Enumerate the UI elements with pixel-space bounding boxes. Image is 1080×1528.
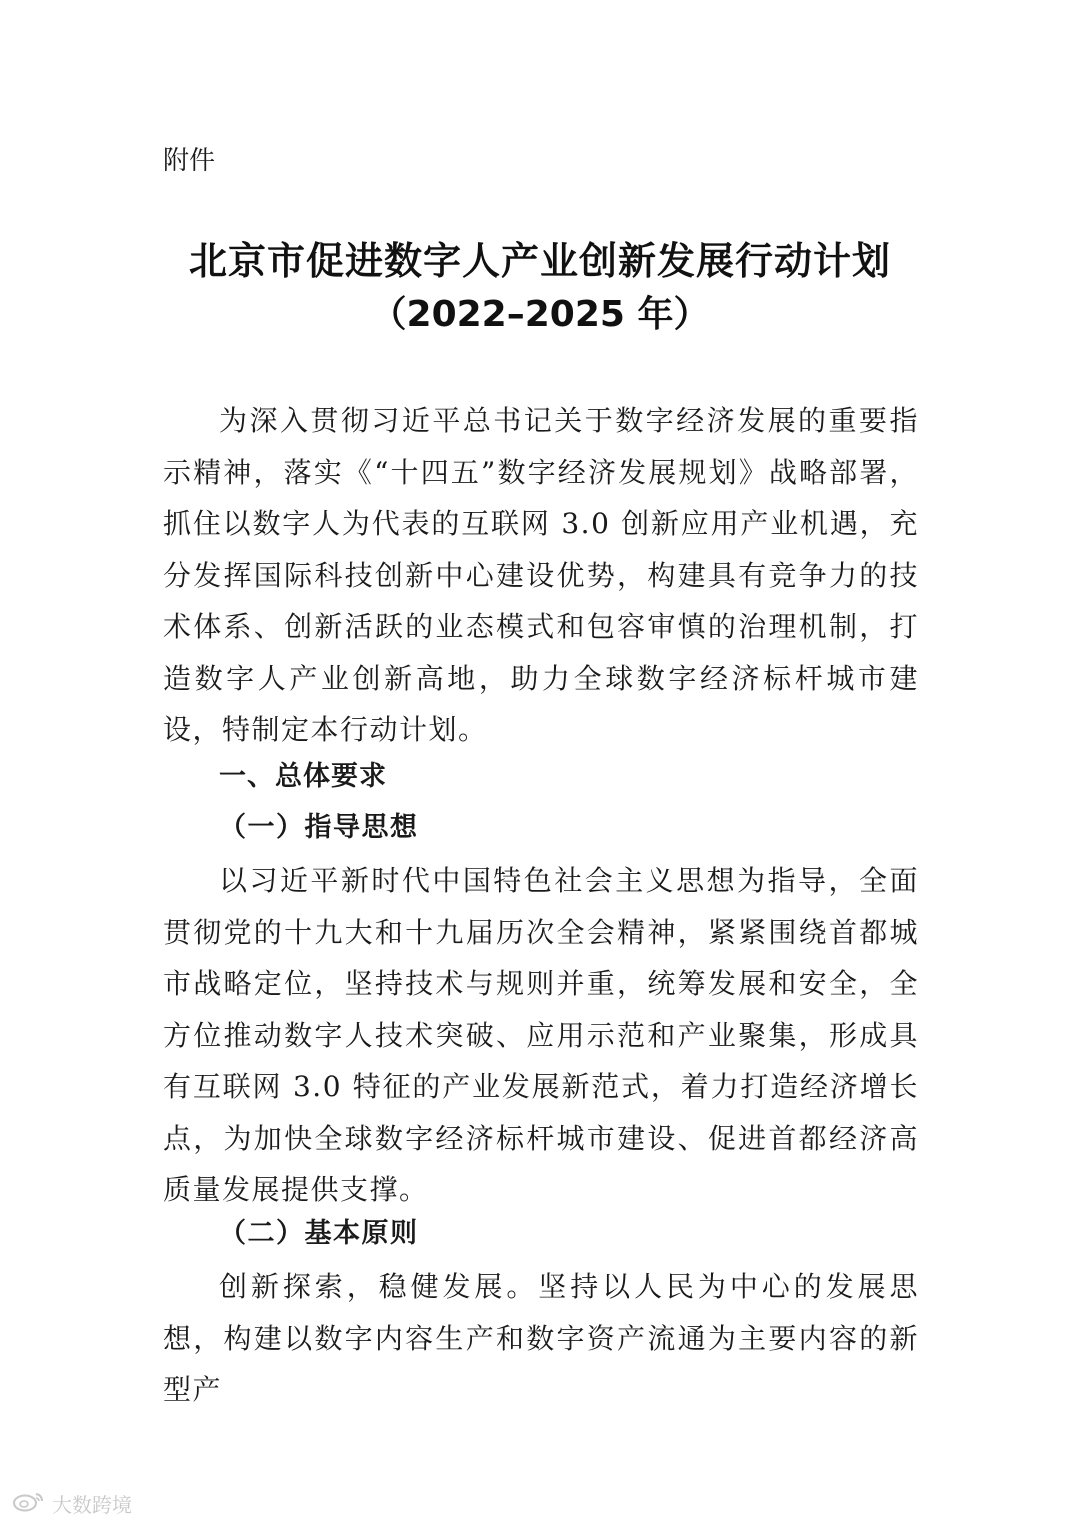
subsection-heading-basic-principles: （二）基本原则	[219, 1218, 419, 1249]
basic-principles-paragraph: 创新探索，稳健发展。坚持以人民为中心的发展思想，构建以数字内容生产和数字资产流通为主要内容的新型产	[163, 1270, 919, 1406]
watermark	[12, 1489, 132, 1518]
document-subtitle: （2022–2025 年）	[370, 294, 710, 335]
document-title: 北京市促进数字人产业创新发展行动计划	[188, 239, 891, 283]
attachment-label: 附件	[163, 146, 216, 176]
intro-paragraph: 为深入贯彻习近平总书记关于数字经济发展的重要指示精神，落实《“十四五”数字经济发展规划》战略部署，抓住以数字人为代表的互联网 3.0 创新应用产业机遇，充分发挥国际科技创新中心建设优势，构建具有竞争力的技术体系、创新活跃的业态模式和包容审慎的治理机制，打造数字人产业创新高地，助力全球数字经济标杆城市建设，特制定本行动计划。	[163, 404, 919, 746]
watermark-text: 大数跨境	[52, 1493, 132, 1517]
subsection-heading-guiding-ideology: （一）指导思想	[219, 812, 419, 843]
section-heading-general-requirements: 一、总体要求	[219, 761, 387, 792]
guiding-ideology-paragraph: 以习近平新时代中国特色社会主义思想为指导，全面贯彻党的十九大和十九届历次全会精神，紧紧围绕首都城市战略定位，坚持技术与规则并重，统筹发展和安全，全方位推动数字人技术突破、应用示范和产业聚集，形成具有互联网 3.0 特征的产业发展新范式，着力打造经济增长点，为加快全球数字经济标杆城市建设、促进首都经济高质量发展提供支撑。	[163, 864, 919, 1206]
weibo-logo-icon	[12, 1490, 46, 1517]
